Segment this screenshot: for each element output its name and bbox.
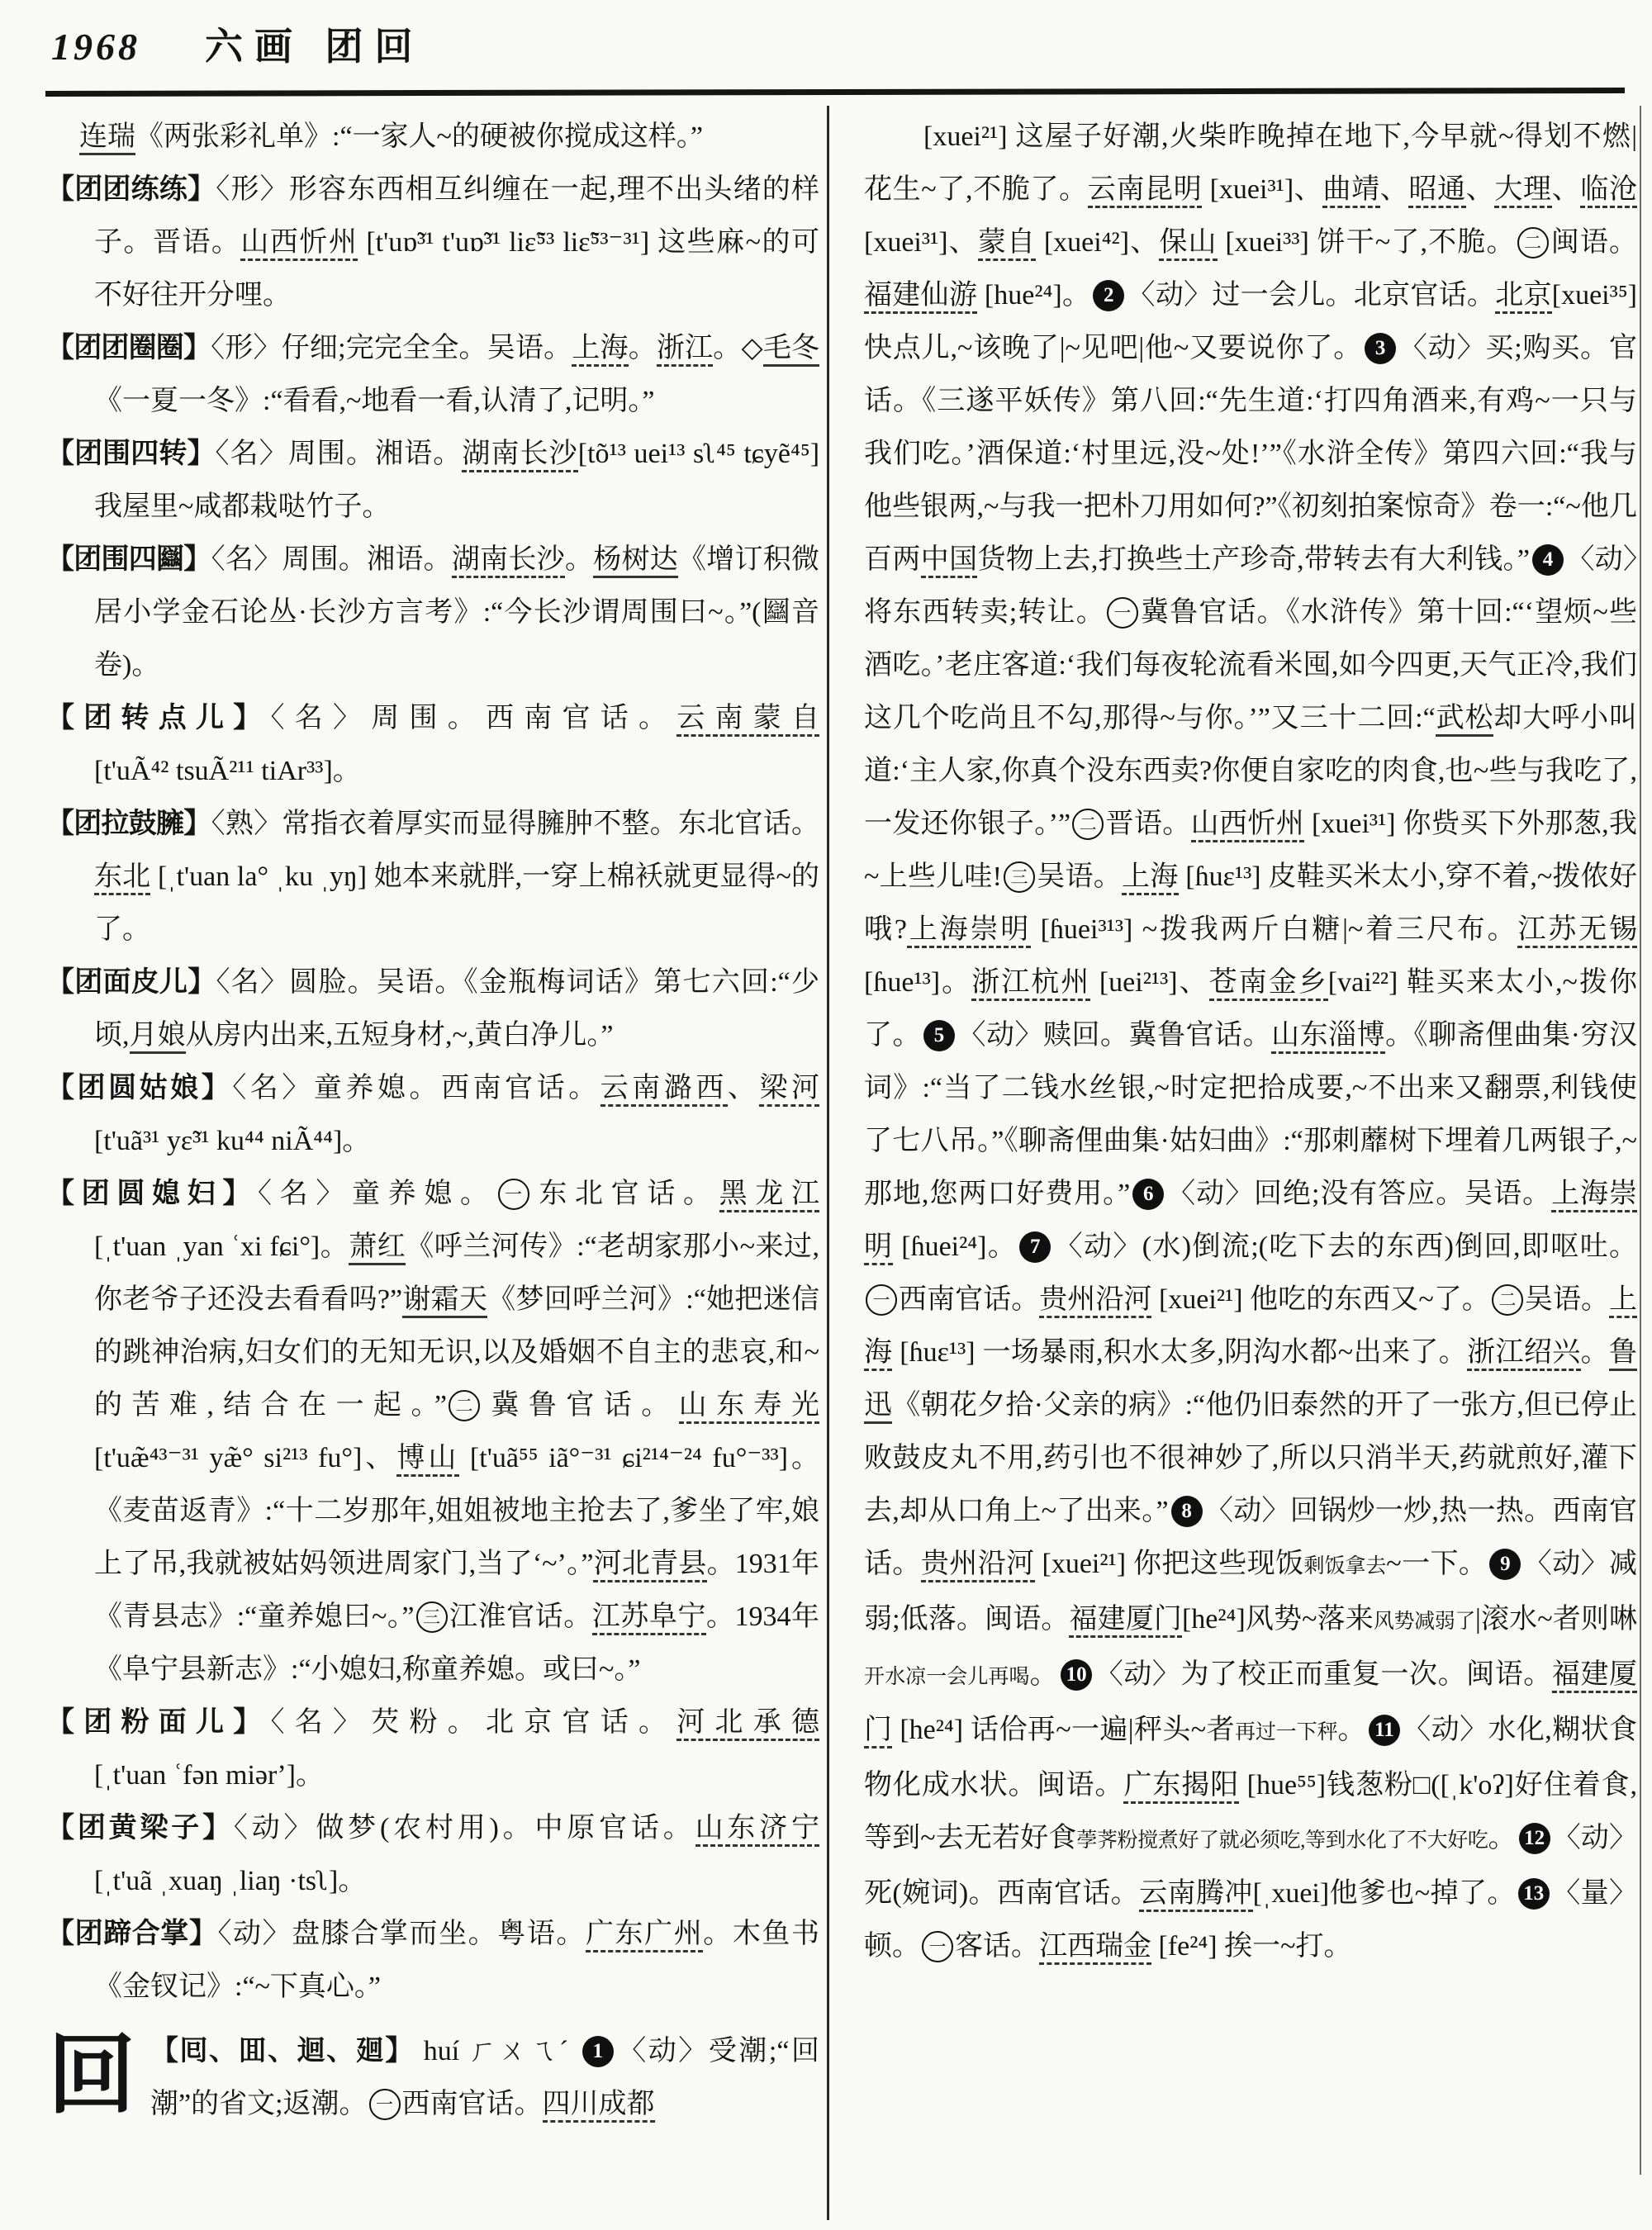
dict-entry-bighead	[46, 2025, 819, 2131]
body-text	[1036, 227, 1044, 258]
page-edge-line	[1640, 106, 1641, 2175]
phonetic-transcription: [t'uɒ̃³¹ t'uɒ̃³¹ liɛ̃⁵³ liɛ̃⁵³⁻³¹]	[366, 227, 650, 258]
dict-entry	[46, 956, 819, 1062]
place-name: 上海	[572, 333, 628, 367]
body-text: 。	[940, 967, 972, 998]
phonetic-transcription: [hue⁵⁵]	[1246, 1770, 1327, 1801]
body-text: 〈名〉周围。西南官话。	[270, 703, 677, 733]
body-text: 《两张彩礼单》:“一家人~的硬被你搅成这样。”	[135, 121, 704, 152]
body-text: 。	[1337, 1715, 1366, 1745]
phonetic-transcription: [t'uã³¹ yɛ̃³¹ ku⁴⁴ niÃ⁴⁴]	[94, 1126, 343, 1156]
body-text: 〈名〉周围。湘语。	[215, 439, 463, 469]
body-text	[1151, 1284, 1159, 1315]
phonetic-transcription: [xuei²¹]	[1042, 1549, 1127, 1579]
proper-name: 月娘	[130, 1020, 186, 1054]
place-name: 江苏阜宁	[592, 1601, 706, 1635]
body-text: 〈动〉将东西转卖;转让。	[864, 544, 1637, 628]
body-text	[1090, 967, 1099, 998]
body-text: 。	[338, 1866, 367, 1896]
sense-number: 9	[1489, 1549, 1521, 1580]
entry-headword: 【团围四圝】	[46, 544, 211, 575]
dict-entry	[46, 322, 819, 428]
phonetic-transcription: [xuei³¹]	[1209, 174, 1294, 205]
header-rule	[45, 88, 1625, 97]
body-text: 她本来就胖,一穿上棉袄就更显得~的了。	[94, 861, 819, 945]
dialect-group-number: 三	[1004, 861, 1035, 893]
place-name: 云南腾冲	[1139, 1878, 1253, 1912]
body-text: 。	[332, 756, 361, 786]
body-text	[1202, 174, 1209, 205]
sense-number: 10	[1061, 1659, 1092, 1691]
body-text: 《朝花夕拾·父亲的病》:“他仍旧泰然的开了一张方,但已停止败鼓皮丸不用,药引也不很神妙了,所以只消半天,药就煎好,灌下去,却从口角上~了出来。”	[864, 1390, 1637, 1526]
dict-entry	[46, 1802, 819, 1908]
phonetic-transcription: [xuei⁴²]	[1043, 227, 1130, 258]
body-text: 他爹也~掉了。	[1329, 1878, 1516, 1909]
phonetic-transcription: [ˌk'oʔ]	[1440, 1770, 1514, 1801]
dict-entry	[46, 428, 819, 534]
entry-headword: 【团黄梁子】	[46, 1813, 234, 1843]
sense-number: 5	[923, 1020, 955, 1051]
body-text: 钱葱粉□(	[1326, 1770, 1441, 1801]
body-text: 。	[1061, 280, 1091, 311]
place-name: 福建厦门	[864, 1659, 1637, 1748]
body-text: 〈动〉买;购买。官话。《三遂平妖传》第八回:“先生道:‘打四角酒来,有鸡~一只与我们吃。’酒保道:‘村里远,没~处!’”《水浒全传》第四六回:“我与他些银两,~与我一把朴刀用如何?”《初刻拍案惊奇》卷一:“~他几百两	[864, 333, 1637, 575]
sense-number: 7	[1019, 1231, 1051, 1263]
body-text: 《呼兰河传》:“老胡家那小~来过,你老爷子还没去看看吗?”	[94, 1231, 819, 1315]
body-text: 货物上去,打换些土产珍奇,带转去有大利钱。”	[977, 544, 1530, 575]
body-text: 饼干~了,不脆。	[1308, 227, 1516, 258]
body-text	[1239, 1770, 1246, 1801]
body-text: 挨一~打。	[1217, 1931, 1352, 1962]
body-text: 〈动〉水化,糊状食物化成水状。闽语。	[864, 1715, 1637, 1801]
body-text: 〈动〉死(婉词)。西南官话。	[864, 1823, 1637, 1909]
gloss-small-text: 荸荠粉搅煮好了就必须吃,等到水化了不大好吃	[1076, 1829, 1488, 1852]
proper-name: 萧红	[349, 1231, 406, 1265]
phonetic-transcription: [ɦuɛ¹³]	[1185, 861, 1261, 892]
body-text: 、	[727, 1073, 760, 1103]
body-text: 〈熟〉常指衣着厚实而显得臃肿不整。东北官话。	[211, 809, 819, 839]
entry-headword: 【团圆媳妇】	[46, 1179, 258, 1209]
phonetic-transcription: [tõ¹³ uei¹³ sʅ⁴⁵ tɕyẽ⁴⁵]	[577, 439, 819, 469]
place-name: 福建厦门	[1069, 1604, 1182, 1638]
dict-entry	[46, 798, 819, 956]
body-text: 〈动〉回锅炒一炒,热一热。西南官话。	[864, 1496, 1637, 1579]
gloss-small-text: 剩饭拿去	[1303, 1555, 1387, 1578]
dict-entry	[46, 164, 819, 322]
phonetic-transcription: [vai²²]	[1327, 967, 1398, 998]
entry-continuation	[864, 111, 1637, 1973]
entry-headword: 【团转点儿】	[46, 703, 271, 733]
body-text: 。	[342, 1126, 371, 1156]
place-name: 浙江杭州	[971, 967, 1090, 1001]
place-name: 贵州沿河	[1039, 1284, 1151, 1318]
entry-headword: 【团圆姑娘】	[46, 1073, 233, 1103]
phonetic-transcription: [ɦuɛ¹³]	[900, 1337, 976, 1368]
body-text: ~拨我两斤白糖|~着三尺布。	[1132, 914, 1518, 945]
dialect-group-number: 二	[1517, 227, 1549, 259]
body-text: 快点儿,~该晚了|~见吧|他~又要说你了。	[864, 333, 1363, 363]
phonetic-transcription: [t'uã⁵⁵ iã°⁻³¹ ɕi²¹⁴⁻²⁴ fu°⁻³³]	[469, 1443, 788, 1473]
place-name: 昭通	[1408, 174, 1465, 208]
place-name: 山东济宁	[695, 1813, 819, 1847]
place-name: 浙江绍兴	[1467, 1337, 1581, 1371]
place-name: 东北	[94, 861, 150, 895]
body-text: 吴语。	[1524, 1284, 1610, 1315]
body-text: 他吃的东西又~了。	[1242, 1284, 1490, 1315]
entry-headword: 【囘、囬、迴、廻】	[150, 2036, 415, 2066]
dialect-group-number: 二	[1072, 809, 1104, 840]
place-name: 北京	[1495, 280, 1552, 314]
place-name: 山东寿光	[679, 1390, 819, 1424]
phonetic-transcription: [ˌt'uan ʿfən miərʼ]	[94, 1760, 296, 1791]
body-text: ~一下。	[1386, 1549, 1488, 1579]
body-text: 《梦回呼兰河》:“她把迷信的跳神治病,妇女们的无知无识,以及婚姻不自主的悲哀,和~的苦难,结合在一起。”	[94, 1284, 819, 1421]
body-text	[459, 1443, 470, 1473]
body-text: 〈量〉顿。	[864, 1878, 1637, 1962]
body-text	[893, 1231, 901, 1262]
body-text: 冀鲁官话。	[482, 1390, 679, 1421]
body-text: 、	[1294, 174, 1323, 205]
place-name: 江苏无锡	[1517, 914, 1637, 948]
body-text: 话佮再~一遍|秤头~者	[963, 1715, 1235, 1745]
body-text: 江淮官话。	[449, 1601, 592, 1632]
body-text: 好住着食,等到~去无若好食	[864, 1770, 1637, 1853]
phonetic-transcription: [ˌxuei]	[1252, 1878, 1330, 1909]
sense-number: 2	[1093, 280, 1124, 311]
body-text: 。	[320, 1231, 349, 1262]
phonetic-transcription: [ˌt'uan la° ˌku ˌyŋ]	[157, 861, 368, 892]
body-text: 。木鱼书《金钗记》:“~下真心。”	[94, 1919, 819, 2002]
place-name: 江西瑞金	[1039, 1931, 1151, 1965]
place-name: 山西忻州	[240, 227, 358, 261]
phonetic-transcription: [fe²⁴]	[1158, 1931, 1218, 1962]
body-text: 〈形〉形容东西相互纠缠在一起,理不出头绪的样子。晋语。	[94, 174, 819, 258]
gloss-small-text: 开水凉一会儿再喝	[864, 1666, 1030, 1688]
place-name: 上海崇明	[907, 914, 1031, 948]
sense-number: 12	[1519, 1823, 1550, 1854]
proper-name: 杨树达	[593, 544, 678, 578]
body-text: 。	[1488, 1823, 1517, 1853]
body-text: 吴语。	[1036, 861, 1122, 892]
entry-headword: 【团拉鼓臃】	[46, 809, 211, 839]
place-name: 云南昆明	[1088, 174, 1203, 208]
entry-headword: 【团围四转】	[46, 439, 216, 469]
dict-entry	[46, 534, 819, 692]
dict-entry	[46, 1168, 819, 1696]
phonetic-transcription: [he²⁴]	[1181, 1604, 1246, 1635]
phonetic-transcription: [xuei³¹]	[864, 227, 948, 258]
place-name: 上海	[864, 1284, 1637, 1371]
body-text	[415, 2036, 424, 2066]
dialect-group-number: 一	[1107, 597, 1138, 629]
body-text: 。	[1580, 1337, 1610, 1368]
body-text: 我屋里~咸都栽哒竹子。	[94, 491, 391, 522]
body-text: 〈动〉做梦(农村用)。中原官话。	[233, 1813, 695, 1843]
body-text: ㄏㄨㄟˊ	[459, 2036, 580, 2066]
place-name: 福建仙游	[864, 280, 977, 314]
head-character: 回	[48, 2028, 135, 2124]
body-text	[1031, 914, 1040, 945]
right-column	[864, 111, 1637, 2225]
sense-number: 11	[1369, 1715, 1400, 1746]
body-text: 、	[1129, 227, 1160, 258]
body-text: 鞋买来太小,~拨你了。	[864, 967, 1637, 1051]
entry-headword: 【团蹄合掌】	[46, 1919, 218, 1949]
body-text: 〈动〉(水)倒流;(吃下去的东西)倒回,即呕吐。	[1053, 1231, 1637, 1262]
body-text	[892, 1715, 900, 1745]
phonetic-transcription: [xuei³⁵]	[1551, 280, 1637, 311]
phonetic-transcription: huí	[423, 2036, 460, 2066]
body-text: 、	[1551, 174, 1581, 205]
column-divider	[827, 106, 829, 2220]
body-text: 这屋子好潮,火柴昨晚掉在地下,今早就~得划不燃|花生~了,不脆了。	[864, 121, 1637, 205]
phonetic-transcription: [xuei³³]	[1225, 227, 1309, 258]
place-name: 上海	[1122, 861, 1179, 895]
body-text: 〈动〉盘膝合掌而坐。粤语。	[217, 1919, 586, 1949]
dict-entry	[46, 1062, 819, 1168]
body-text: |滚水~者则啉	[1475, 1604, 1637, 1635]
sense-number: 8	[1171, 1496, 1203, 1527]
entry-headword: 【团团练练】	[46, 174, 216, 205]
place-name: 保山	[1159, 227, 1217, 261]
phonetic-transcription: [ɦue¹³]	[864, 967, 941, 998]
place-name: 云南潞西	[601, 1073, 728, 1107]
body-text: 〈名〉芡粉。北京官话。	[270, 1707, 677, 1738]
sense-number: 3	[1365, 333, 1396, 364]
body-text: 、	[362, 1443, 397, 1473]
place-name: 中国	[921, 544, 978, 578]
body-text: 皮鞋买米太小,穿不着,~拨侬好哦?	[864, 861, 1637, 945]
body-text	[150, 861, 158, 892]
place-name: 山西忻州	[1191, 809, 1305, 842]
body-text: 这些麻~的可不好往开分哩。	[94, 227, 819, 311]
place-name: 湖南长沙	[452, 544, 565, 578]
section-header: 六画 团回	[205, 26, 425, 68]
body-text: 、	[1465, 174, 1495, 205]
body-text: 〈动〉为了校正而重复一次。闽语。	[1094, 1659, 1552, 1690]
phonetic-transcription: [xuei³¹]	[1312, 809, 1396, 839]
dict-entry	[46, 1696, 819, 1802]
place-name: 山东淄博	[1271, 1020, 1385, 1054]
continuation-text	[46, 111, 819, 164]
body-text: 〈动〉赎回。冀鲁官话。	[957, 1020, 1272, 1051]
body-text	[1218, 227, 1226, 258]
place-name: 贵州沿河	[921, 1549, 1035, 1582]
body-text: 、	[947, 227, 978, 258]
phonetic-transcription: [ɦuei³¹³]	[1040, 914, 1133, 945]
sense-number: 1	[582, 2036, 614, 2067]
page-number: 1968	[51, 26, 140, 68]
phonetic-transcription: [ˌt'uan ˌyan ʿxi fɕi°]	[94, 1231, 320, 1262]
body-text: 。1934年《阜宁县新志》:“小媳妇,称童养媳。或曰~。”	[94, 1601, 819, 1685]
proper-name: 鲁迅	[864, 1337, 1637, 1424]
body-text: 〈动〉受潮;“回潮”的省文;返潮。	[150, 2036, 819, 2119]
body-text: 你赀买下外那葱,我~上些儿哇!	[864, 809, 1637, 892]
place-name: 曲靖	[1322, 174, 1379, 208]
body-text: 风势~落来	[1245, 1604, 1374, 1635]
body-text: 、	[1177, 967, 1209, 998]
phonetic-transcription: [t'uæ̃⁴³⁻³¹ yæ̃° si²¹³ fu°]	[94, 1443, 363, 1473]
body-text: 〈名〉圆脸。吴语。《金瓶梅词话》第七六回:“少顷,	[94, 967, 819, 1051]
body-text: 东北官话。	[530, 1179, 719, 1209]
body-text: 你把这些现饭	[1126, 1549, 1304, 1579]
place-name: 湖南长沙	[462, 439, 577, 472]
dialect-group-number: 三	[416, 1601, 448, 1633]
left-column	[46, 111, 819, 2225]
body-text: 闽语。	[1550, 227, 1637, 258]
body-text: 。	[1029, 1659, 1059, 1690]
gloss-small-text: 风势减弱了	[1373, 1611, 1476, 1633]
body-text: 却大呼小叫道:‘主人家,你真个没东西卖?你便自家吃的肉食,也~些与我吃了,一发还你银子。’”	[864, 703, 1637, 839]
place-name: 广东广州	[586, 1919, 703, 1952]
place-name: 河北青县	[593, 1549, 706, 1582]
place-name: 苍南金乡	[1209, 967, 1328, 1001]
body-text: 从房内出来,五短身材,~,黄白净儿。”	[185, 1020, 614, 1051]
entry-headword: 【团粉面儿】	[46, 1707, 271, 1738]
place-name: 广东揭阳	[1123, 1770, 1239, 1804]
body-text: 〈形〉仔细;完完全全。吴语。	[211, 333, 572, 363]
phonetic-transcription: [ˌt'uã ˌxuaŋ ˌliaŋ ·tsʅ]	[94, 1866, 339, 1896]
entry-headword: 【团面皮儿】	[46, 967, 216, 998]
body-text	[1304, 809, 1312, 839]
body-text: 。	[628, 333, 657, 363]
page-header	[51, 17, 425, 71]
body-text: 晋语。	[1105, 809, 1191, 839]
place-name: 云南蒙自	[676, 703, 819, 737]
body-text: 一场暴雨,积水太多,阴沟水都~出来了。	[975, 1337, 1468, 1368]
place-name: 博山	[396, 1443, 459, 1477]
proper-name: 连瑞	[79, 121, 135, 155]
body-text: 客话。	[955, 1931, 1039, 1962]
sense-number: 6	[1132, 1179, 1164, 1210]
phonetic-transcription: [t'uÃ⁴² tsuÃ²¹¹ tiAr³³]	[94, 756, 333, 786]
dict-entry	[46, 692, 819, 798]
place-name: 梁河	[759, 1073, 819, 1107]
body-text: 〈名〉周围。湘语。	[211, 544, 452, 575]
proper-name: 谢霜天	[402, 1284, 487, 1318]
phonetic-transcription: [hue²⁴]	[984, 280, 1062, 311]
entry-headword: 【团团圈圈】	[46, 333, 211, 363]
place-name: 浙江	[657, 333, 713, 367]
dialect-group-number: 一	[922, 1931, 953, 1962]
body-text	[892, 1337, 900, 1368]
body-text	[977, 280, 985, 311]
body-text: 、	[1379, 174, 1409, 205]
dialect-group-number: 一	[498, 1179, 529, 1210]
sense-number: 13	[1518, 1878, 1550, 1910]
place-name: 上海崇明	[864, 1179, 1637, 1265]
phonetic-transcription: [uei²¹³]	[1099, 967, 1178, 998]
dialect-group-number: 一	[369, 2089, 401, 2120]
body-text: 〈名〉童养媳。西南官话。	[232, 1073, 601, 1103]
proper-name: 武松	[1436, 703, 1494, 737]
dialect-group-number: 二	[1492, 1284, 1523, 1316]
body-text: 。◇	[713, 333, 763, 363]
phonetic-transcription: [xuei²¹]	[1158, 1284, 1243, 1315]
body-text	[358, 227, 366, 258]
body-text: 西南官话。	[899, 1284, 1040, 1315]
place-name: 黑龙江	[719, 1179, 819, 1212]
body-text: 。1931年《青县志》:“童养媳曰~。”	[94, 1549, 819, 1632]
dict-entry	[46, 1908, 819, 2014]
place-name: 蒙自	[978, 227, 1036, 261]
body-text	[1151, 1931, 1159, 1962]
body-text	[1035, 1549, 1042, 1579]
body-text: 〈名〉童养媳。	[258, 1179, 496, 1209]
body-text: 〈动〉减弱;低落。闽语。	[864, 1549, 1637, 1635]
body-text: 。	[296, 1760, 324, 1791]
body-text: 〈动〉过一会儿。北京官话。	[1127, 280, 1496, 311]
body-text: 《一夏一冬》:“看看,~地看一看,认清了,记明。”	[94, 386, 655, 416]
body-text: 《增订积微居小学金石论丛·长沙方言考》:“今长沙谓周围曰~。”(圝音卷)。	[94, 544, 819, 681]
body-text: 。	[564, 544, 594, 575]
place-name: 四川成都	[543, 2089, 655, 2123]
place-name: 临沧	[1580, 174, 1637, 208]
body-text: 冀鲁官话。《水浒传》第十回:“‘望烦~些酒吃。’老庄客道:‘我们每夜轮流看米囤,如今四更,天气正冷,我们这几个吃尚且不勾,那得~与你。’”又三十二回:“	[864, 597, 1637, 733]
gloss-small-text: 再过一下秤	[1235, 1721, 1338, 1744]
phonetic-transcription: [ɦuei²⁴]	[901, 1231, 987, 1262]
phonetic-transcription: [he²⁴]	[900, 1715, 964, 1745]
body-text	[1179, 861, 1186, 892]
sense-number: 4	[1532, 544, 1564, 576]
body-text: 〈动〉回绝;没有答应。吴语。	[1166, 1179, 1552, 1209]
dialect-group-number: 一	[866, 1284, 897, 1316]
body-text: 。	[986, 1231, 1018, 1262]
body-text: 西南官话。	[401, 2089, 543, 2119]
place-name: 大理	[1494, 174, 1551, 208]
dialect-group-number: 二	[449, 1390, 480, 1421]
place-name: 河北承德	[676, 1707, 819, 1741]
body-text: 。《聊斋俚曲集·穷汉词》:“当了二钱水丝银,~时定把拾成要,~不出来又翻票,利钱使了七八吊。”《聊斋俚曲集·姑妇曲》:“那刺蘼树下埋着几两银子,~那地,您两口好费用。”	[864, 1020, 1637, 1209]
body-text: 。《麦苗返青》:“十二岁那年,姐姐被地主抢去了,爹坐了牢,娘上了吊,我就被姑妈领进周家门,当了‘~’。”	[94, 1443, 819, 1579]
phonetic-transcription: [xuei²¹]	[923, 121, 1008, 152]
proper-name: 毛冬	[763, 333, 819, 367]
